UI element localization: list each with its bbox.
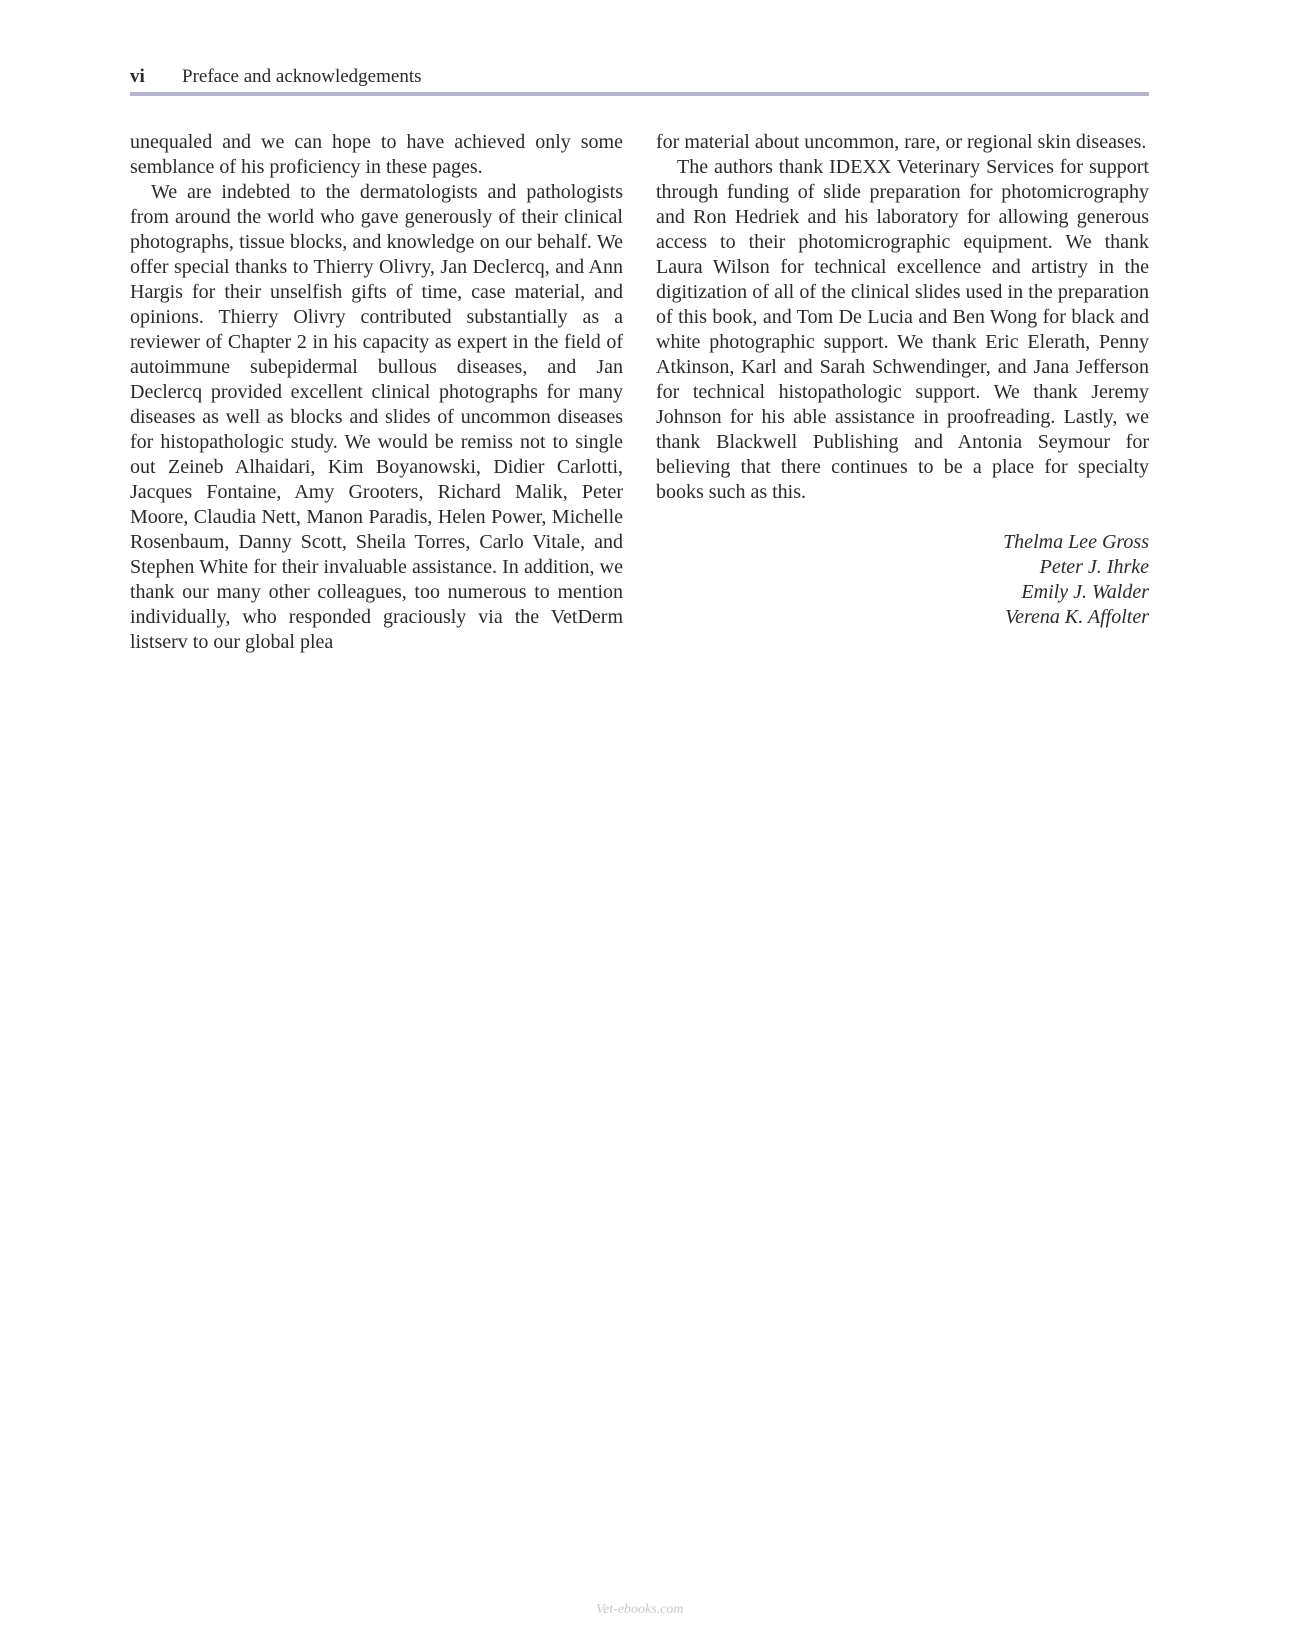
watermark-logo xyxy=(594,1598,704,1618)
running-title: Preface and acknowledgements xyxy=(182,66,422,87)
signature-4: Verena K. Affolter xyxy=(1005,606,1149,628)
left-paragraph-2: We are indebted to the dermatologists and pathologists from around the world who gave generously of their clinical photographs, tissue blocks, and knowledge on our behalf. We offer special thanks to Thierry Olivry, Jan Declercq, and Ann Hargis for their unselfish gifts of time, case material, and opinions. Thierry Olivry contributed substantially as a reviewer of Chapter 2 in his capacity as expert in the field of autoimmune subepidermal bullous diseases, and Jan Declercq provided excellent clinical photographs for many diseases as well as blocks and slides of uncommon diseases for histopathologic study. We would be remiss not to single out Zeineb Alhaidari, Kim Boyanowski, Didier Carlotti, Jacques Fontaine, Amy Grooters, Richard Malik, Peter Moore, Claudia Nett, Manon Paradis, Helen Power, Michelle Rosenbaum, Danny Scott, Sheila Torres, Carlo Vitale, and Stephen White for their invaluable assistance. In addition, we thank our many other colleagues, too numerous to mention individually, who responded graciously via the VetDerm listserv to our global plea xyxy=(130,181,623,653)
signature-1: Thelma Lee Gross xyxy=(1003,531,1149,553)
right-paragraph-1: for material about uncommon, rare, or regional skin diseases. xyxy=(656,131,1147,153)
header-rule xyxy=(130,92,1149,96)
right-paragraph-2: The authors thank IDEXX Veterinary Services for support through funding of slide preparation for photomicrography and Ron Hedriek and his laboratory for allowing generous access to their photomicrographic equipment. We thank Laura Wilson for technical excellence and artistry in the digitization of all of the clinical slides used in the preparation of this book, and Tom De Lucia and Ben Wong for black and white photographic support. We thank Eric Elerath, Penny Atkinson, Karl and Sarah Schwendinger, and Jana Jefferson for technical histopathologic support. We thank Jeremy Johnson for his able assistance in proofreading. Lastly, we thank Blackwell Publishing and Antonia Seymour for believing that there continues to be a place for specialty books such as this. xyxy=(656,156,1149,503)
signature-3: Emily J. Walder xyxy=(1021,581,1149,603)
left-paragraph-1: unequaled and we can hope to have achieved only some semblance of his proficiency in these pages. xyxy=(130,131,623,178)
left-column xyxy=(130,130,623,655)
signature-2: Peter J. Ihrke xyxy=(1039,556,1149,578)
svg-text:Vet-ebooks.com: Vet-ebooks.com xyxy=(596,1602,684,1617)
watermark-logo-icon xyxy=(594,1598,704,1618)
author-signatures xyxy=(656,530,1149,630)
page-number: vi xyxy=(130,66,145,87)
right-column xyxy=(656,130,1149,630)
